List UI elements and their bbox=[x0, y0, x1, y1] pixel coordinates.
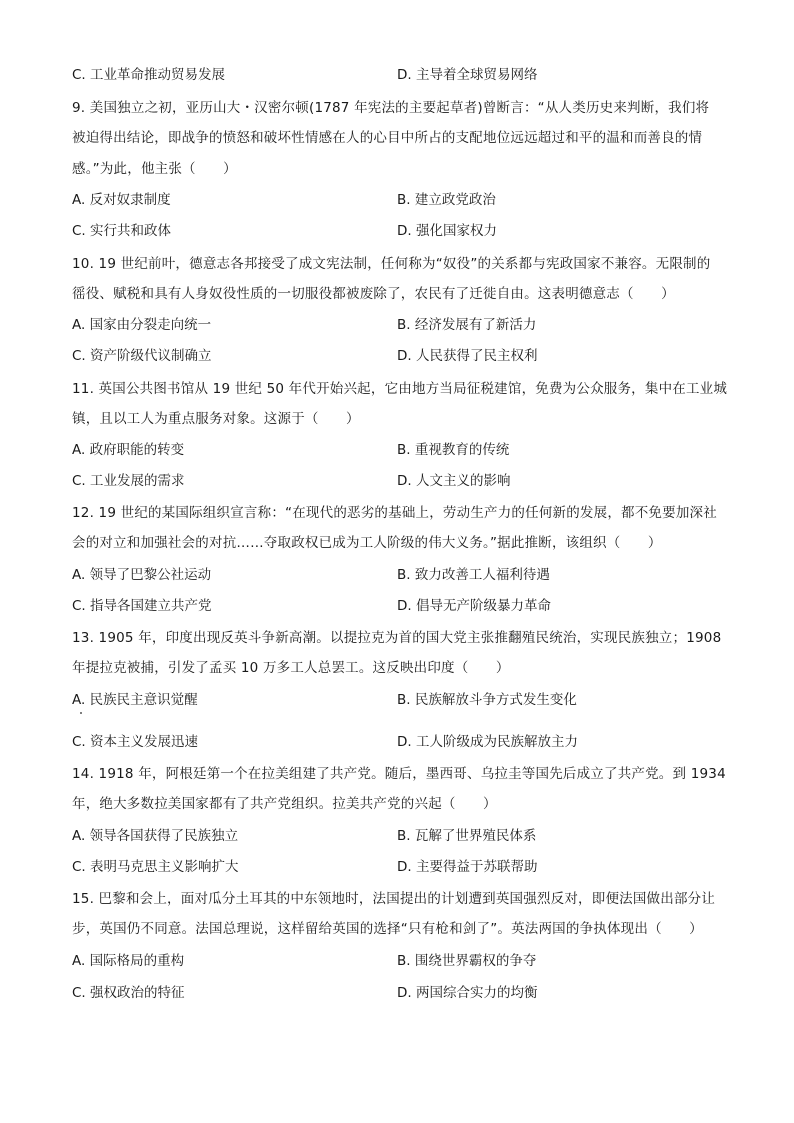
option-b: B. 瓦解了世界殖民体系 bbox=[397, 828, 537, 844]
question-13-line-1: 13. 1905 年，印度出现反英斗争新高潮。以提拉克为首的国大党主张推翻殖民统治，实现民族独立；1908 bbox=[72, 630, 722, 646]
option-c: C. 资本主义发展迅速 bbox=[72, 734, 199, 750]
question-11-line-2: 镇，且以工人为重点服务对象。这源于（ ） bbox=[72, 411, 360, 427]
question-15-line-1: 15. 巴黎和会上，面对瓜分土耳其的中东领地时，法国提出的计划遭到英国强烈反对，即便法国做出部分让 bbox=[72, 891, 716, 907]
option-d: D. 两国综合实力的均衡 bbox=[397, 985, 538, 1001]
question-14-line-2: 年，绝大多数拉美国家都有了共产党组织。拉美共产党的兴起（ ） bbox=[72, 796, 497, 812]
option-d: D. 主要得益于苏联帮助 bbox=[397, 859, 538, 875]
option-d: D. 强化国家权力 bbox=[397, 223, 497, 239]
question-12-line-1: 12. 19 世纪的某国际组织宣言称：“在现代的恶劣的基础上，劳动生产力的任何新的发展，都不免要加深社 bbox=[72, 505, 717, 521]
option-c: C. 指导各国建立共产党 bbox=[72, 598, 212, 614]
question-15-line-2: 步，英国仍不同意。法国总理说，这样留给英国的选择“只有枪和剑了”。英法两国的争执体现出（ ） bbox=[72, 921, 703, 937]
option-d: D. 人文主义的影响 bbox=[397, 473, 511, 489]
question-9-line-1: 9. 美国独立之初，亚历山大・汉密尔顿(1787 年宪法的主要起草者)曾断言：“从人类历史来判断，我们将 bbox=[72, 100, 710, 116]
question-11-line-1: 11. 英国公共图书馆从 19 世纪 50 年代开始兴起，它由地方当局征税建馆，免费为公众服务，集中在工业城 bbox=[72, 381, 728, 397]
option-d: D. 倡导无产阶级暴力革命 bbox=[397, 598, 551, 614]
option-c: C. 实行共和政体 bbox=[72, 223, 172, 239]
option-d: D. 工人阶级成为民族解放主力 bbox=[397, 734, 578, 750]
option-a: A. 民族民主意识觉醒 bbox=[72, 692, 198, 708]
option-a: A. 国家由分裂走向统一 bbox=[72, 317, 212, 333]
option-a: A. 政府职能的转变 bbox=[72, 442, 185, 458]
option-a: A. 领导各国获得了民族独立 bbox=[72, 828, 239, 844]
question-13-line-2: 年提拉克被捕，引发了孟买 10 万多工人总罢工。这反映出印度（ ） bbox=[72, 660, 510, 676]
option-c: C. 资产阶级代议制确立 bbox=[72, 348, 212, 364]
option-a: A. 领导了巴黎公社运动 bbox=[72, 567, 212, 583]
option-d: D. 人民获得了民主权利 bbox=[397, 348, 538, 364]
question-14-line-1: 14. 1918 年，阿根廷第一个在拉美组建了共产党。随后，墨西哥、乌拉圭等国先后成立了共产党。到 1934 bbox=[72, 766, 726, 782]
option-c: C. 表明马克思主义影响扩大 bbox=[72, 859, 239, 875]
question-12-line-2: 会的对立和加强社会的对抗……夺取政权已成为工人阶级的伟大义务。”据此推断，该组织（ ） bbox=[72, 535, 662, 551]
question-10-line-2: 徭役、赋税和具有人身奴役性质的一切服役都被废除了，农民有了迁徙自由。这表明德意志（ ） bbox=[72, 286, 675, 302]
option-c: C. 工业革命推动贸易发展 bbox=[72, 67, 226, 83]
option-b: B. 致力改善工人福利待遇 bbox=[397, 567, 550, 583]
question-9-line-2: 被迫得出结论，即战争的愤怒和破坏性情感在人的心目中所占的支配地位远远超过和平的温和而善良的情 bbox=[72, 130, 703, 146]
option-b: B. 建立政党政治 bbox=[397, 192, 496, 208]
question-9-line-3: 感。”为此，他主张（ ） bbox=[72, 161, 237, 177]
question-10-line-1: 10. 19 世纪前叶，德意志各邦接受了成文宪法制，任何称为“奴役”的关系都与宪政国家不兼容。无限制的 bbox=[72, 256, 711, 272]
option-c: C. 强权政治的特征 bbox=[72, 985, 185, 1001]
option-b: B. 重视教育的传统 bbox=[397, 442, 510, 458]
option-a: A. 国际格局的重构 bbox=[72, 953, 185, 969]
option-d: D. 主导着全球贸易网络 bbox=[397, 67, 538, 83]
option-b: B. 经济发展有了新活力 bbox=[397, 317, 537, 333]
stray-dot bbox=[80, 712, 82, 714]
option-b: B. 民族解放斗争方式发生变化 bbox=[397, 692, 577, 708]
option-c: C. 工业发展的需求 bbox=[72, 473, 185, 489]
option-b: B. 围绕世界霸权的争夺 bbox=[397, 953, 537, 969]
option-a: A. 反对奴隶制度 bbox=[72, 192, 171, 208]
